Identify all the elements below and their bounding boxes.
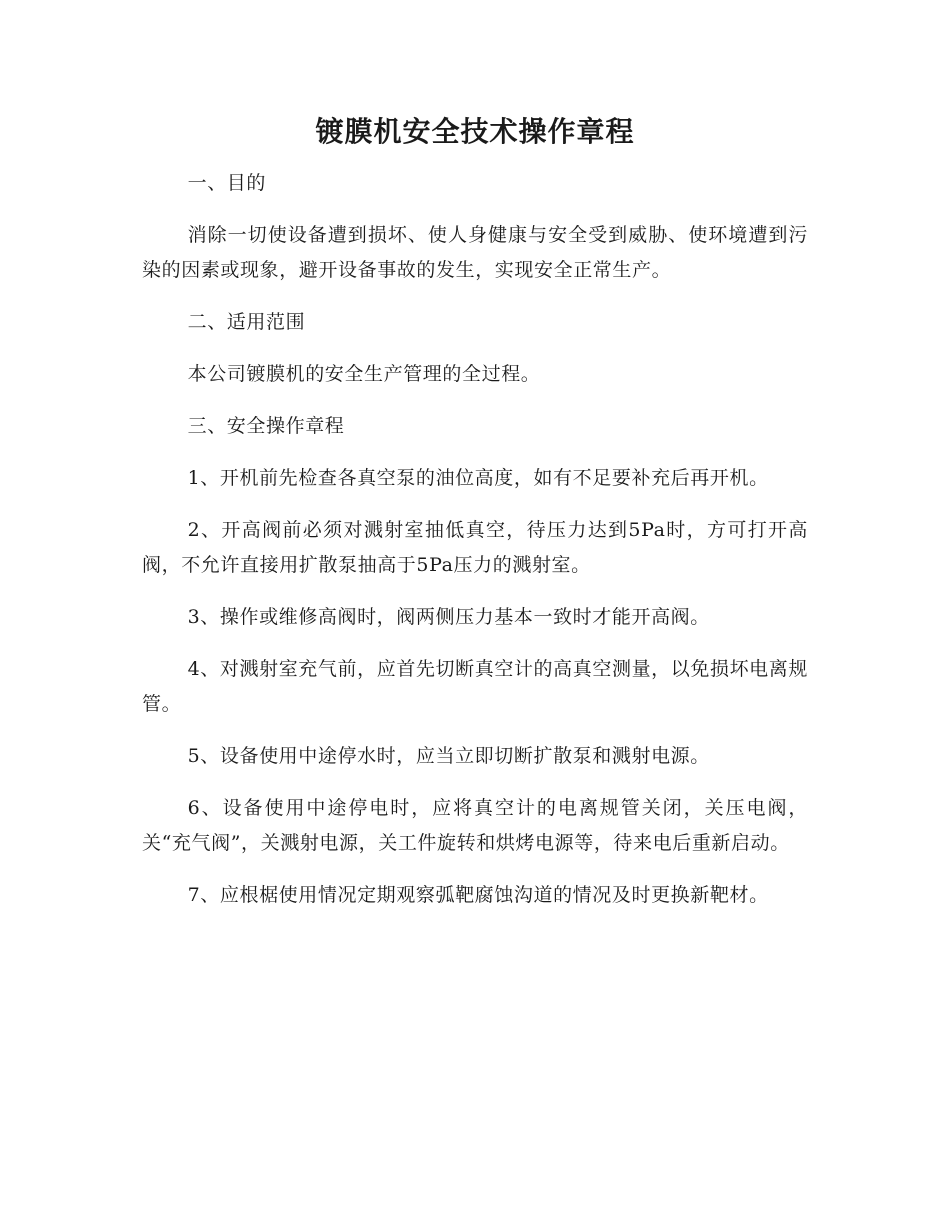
section-paragraph: 消除一切使设备遭到损坏、使人身健康与安全受到威胁、使环境遭到污染的因素或现象，避开设备事故的发生，实现安全正常生产。 — [142, 224, 808, 281]
document-page — [142, 110, 808, 930]
section-paragraph: 本公司镀膜机的安全生产管理的全过程。 — [187, 363, 541, 385]
rule-item: 3、操作或维修高阀时，阀两侧压力基本一致时才能开高阀。 — [187, 606, 710, 628]
section-scope — [142, 305, 808, 392]
section-safety-rules — [142, 409, 808, 913]
section-heading: 三、安全操作章程 — [187, 415, 345, 437]
rule-item: 7、应根椐使用情况定期观察弧靶腐蚀沟道的情况及时更换新靶材。 — [187, 884, 769, 906]
section-heading: 二、适用范围 — [187, 311, 306, 333]
section-heading: 一、目的 — [187, 172, 266, 194]
section-purpose — [142, 166, 808, 288]
document-title: 镀膜机安全技术操作章程 — [315, 115, 635, 148]
rule-item: 5、设备使用中途停水时，应当立即切断扩散泵和溅射电源。 — [187, 745, 710, 767]
rule-item: 2、开高阀前必须对溅射室抽低真空，待压力达到5Pa时，方可打开高阀，不允许直接用扩散泵抽高于5Pa压力的溅射室。 — [142, 519, 808, 576]
rule-item: 1、开机前先检查各真空泵的油位高度，如有不足要补充后再开机。 — [187, 467, 769, 489]
rule-item: 6、设备使用中途停电时，应将真空计的电离规管关闭，关压电阀，关“充气阀”，关溅射电源，关工件旋转和烘烤电源等，待来电后重新启动。 — [142, 797, 808, 854]
rule-item: 4、对溅射室充气前，应首先切断真空计的高真空测量，以免损坏电离规管。 — [142, 658, 808, 715]
